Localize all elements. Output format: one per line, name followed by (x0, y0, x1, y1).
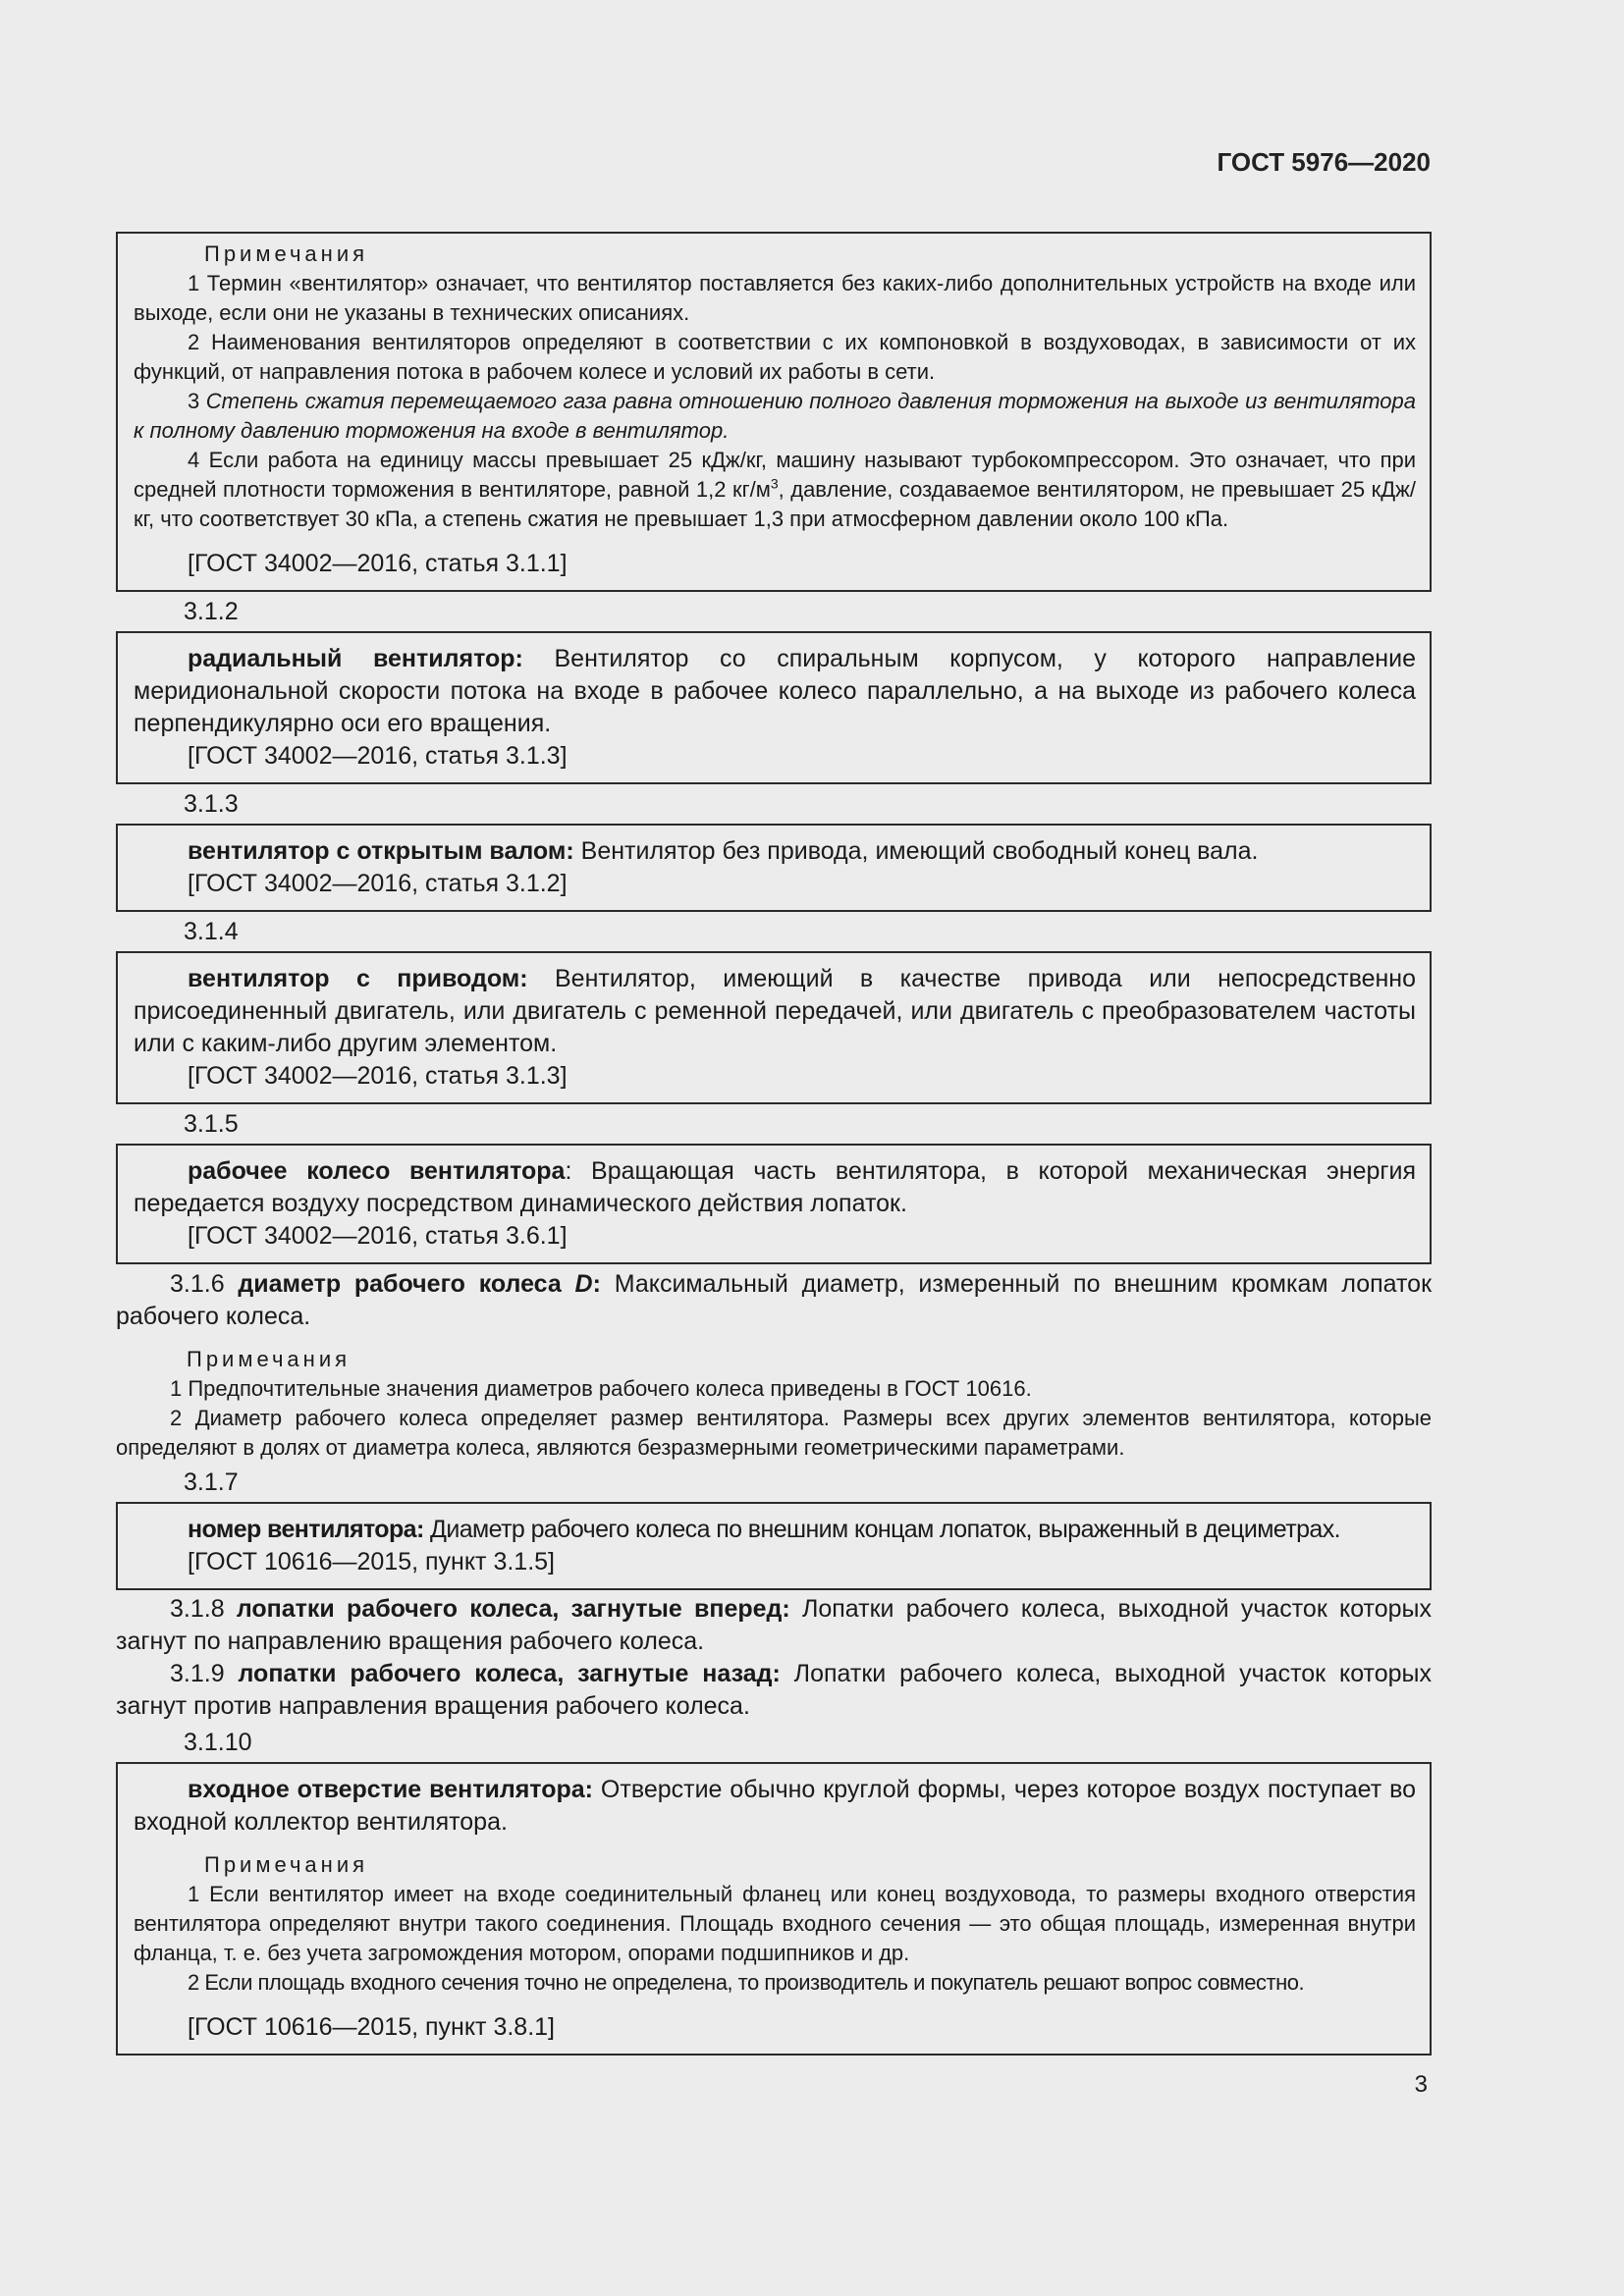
term-text: Вентилятор, имеющий в качестве привода или непосредственно присоединенный двигатель, или двигатель с ременной передачей, или двигатель с преобразователем частоты или с каким-либо другим элементом. (134, 965, 1416, 1057)
document-header: ГОСТ 5976—2020 (1217, 147, 1431, 177)
notes-title: Примечания (187, 1347, 352, 1371)
clause-number: 3.1.9 (170, 1660, 239, 1687)
term-name: вентилятор с открытым валом: (188, 837, 574, 865)
term-text: : Вращающая часть вентилятора, в которой механическая энергия передается воздуху посредством динамического действия лопаток. (134, 1157, 1416, 1217)
term-name: лопатки рабочего колеса, загнутые вперед: (236, 1595, 790, 1623)
source-reference: [ГОСТ 10616—2015, пункт 3.8.1] (188, 2013, 555, 2041)
clause-number: 3.1.2 (184, 597, 239, 625)
source-reference: [ГОСТ 10616—2015, пункт 3.1.5] (188, 1548, 555, 1575)
note-3 (134, 387, 1416, 446)
note-3-number: 3 (188, 389, 206, 413)
term-text: Диаметр рабочего колеса по внешним концам лопаток, выраженный в дециметрах. (423, 1516, 1340, 1543)
term-text: Лопатки рабочего колеса, выходной участок которых загнут против направления вращения рабочего колеса. (116, 1660, 1432, 1720)
clause-number: 3.1.8 (170, 1595, 237, 1623)
term-definition (134, 963, 1416, 1060)
source-reference: [ГОСТ 34002—2016, статья 3.1.3] (188, 1062, 568, 1090)
note-3-text: Степень сжатия перемещаемого газа равна отношению полного давления торможения на выходе из вентилятора к полному давлению торможения на входе в вентилятор. (134, 389, 1416, 443)
clause-3-1-9 (116, 1658, 1432, 1723)
term-definition (134, 1155, 1416, 1220)
term-text: Максимальный диаметр, измеренный по внешним кромкам лопаток рабочего колеса. (116, 1270, 1433, 1330)
source-reference: [ГОСТ 34002—2016, статья 3.6.1] (188, 1222, 568, 1250)
term-colon: : (592, 1270, 601, 1298)
page-number: 3 (1414, 2071, 1428, 2098)
term-box-3-1-4 (116, 951, 1432, 1104)
clause-number: 3.1.7 (184, 1468, 239, 1496)
note-2: 2 Диаметр рабочего колеса определяет размер вентилятора. Размеры всех других элементов вентилятора, которые определяют в долях от диаметра колеса, являются безразмерными геометрическими параметрами. (116, 1406, 1432, 1460)
term-definition (134, 1774, 1416, 1839)
term-text: Лопатки рабочего колеса, выходной участок которых загнут по направлению вращения рабочего колеса. (116, 1595, 1433, 1655)
term-name: входное отверстие вентилятора: (188, 1776, 593, 1803)
term-box-3-1-7 (116, 1502, 1432, 1590)
term-name: радиальный вентилятор: (188, 645, 523, 672)
term-name: номер вентилятора: (188, 1516, 424, 1543)
term-name: вентилятор с приводом: (188, 965, 528, 992)
clause-number: 3.1.6 (170, 1270, 239, 1298)
term-box-3-1-5 (116, 1144, 1432, 1264)
clause-number: 3.1.3 (184, 789, 239, 818)
note-4-superscript: 3 (770, 475, 779, 492)
clause-number: 3.1.4 (184, 917, 239, 945)
term-definition (134, 1514, 1416, 1546)
clause-number: 3.1.10 (184, 1728, 252, 1756)
term-text: Отверстие обычно круглой формы, через которое воздух поступает во входной коллектор вентилятора. (134, 1776, 1417, 1836)
notes-box-3-1-1 (116, 232, 1432, 592)
term-name: лопатки рабочего колеса, загнутые назад: (238, 1660, 781, 1687)
note-4-part-a: 4 Если работа на единицу массы превышает 25 кДж/кг, машину называют турбокомпрессором. Это означает, что при средней плотности торможения в вентиляторе, равной 1,2 кг/м (134, 448, 1416, 502)
term-name: диаметр рабочего колеса (238, 1270, 575, 1298)
term-name: рабочее колесо вентилятора (188, 1157, 566, 1185)
clause-3-1-6 (116, 1268, 1432, 1333)
notes-title: Примечания (204, 1852, 369, 1877)
term-text: Вентилятор со спиральным корпусом, у которого направление меридиональной скорости потока на входе в рабочее колесо параллельно, а на выходе из рабочего колеса перпендикулярно оси его вращения. (134, 645, 1416, 737)
document-body (116, 232, 1432, 2056)
source-reference: [ГОСТ 34002—2016, статья 3.1.1] (188, 550, 568, 577)
note-1: 1 Если вентилятор имеет на входе соединительный фланец или конец воздуховода, то размеры входного отверстия вентилятора определяют внутри такого соединения. Площадь входного сечения — это общая площадь, измеренная внутри фланца, т. е. без учета загромождения мотором, опорами подшипников и др. (134, 1882, 1416, 1965)
notes-title: Примечания (204, 241, 369, 266)
note-1: 1 Предпочтительные значения диаметров рабочего колеса приведены в ГОСТ 10616. (170, 1376, 1032, 1401)
clause-3-1-8 (116, 1593, 1432, 1658)
source-reference: [ГОСТ 34002—2016, статья 3.1.2] (188, 870, 568, 897)
source-reference: [ГОСТ 34002—2016, статья 3.1.3] (188, 742, 568, 770)
clause-number: 3.1.5 (184, 1109, 239, 1138)
term-definition (134, 643, 1416, 740)
term-box-3-1-2 (116, 631, 1432, 784)
note-2: 2 Наименования вентиляторов определяют в соответствии с их компоновкой в воздуховодах, в зависимости от их функций, от направления потока в рабочем колесе и условий их работы в сети. (134, 330, 1416, 384)
term-symbol: D (574, 1270, 593, 1298)
note-4-part-b: , давление, создаваемое вентилятором, не превышает 25 кДж/кг, что соответствует 30 кПа, а степень сжатия не превышает 1,3 при атмосферном давлении около 100 кПа. (134, 477, 1416, 531)
term-box-3-1-3 (116, 824, 1432, 912)
note-4 (134, 446, 1416, 534)
note-2: 2 Если площадь входного сечения точно не определена, то производитель и покупатель решают вопрос совместно. (188, 1970, 1305, 1995)
note-1: 1 Термин «вентилятор» означает, что вентилятор поставляется без каких-либо дополнительных устройств на входе или выходе, если они не указаны в технических описаниях. (134, 271, 1416, 325)
term-text: Вентилятор без привода, имеющий свободный конец вала. (573, 837, 1259, 865)
term-box-3-1-10 (116, 1762, 1432, 2056)
term-definition (134, 835, 1416, 868)
